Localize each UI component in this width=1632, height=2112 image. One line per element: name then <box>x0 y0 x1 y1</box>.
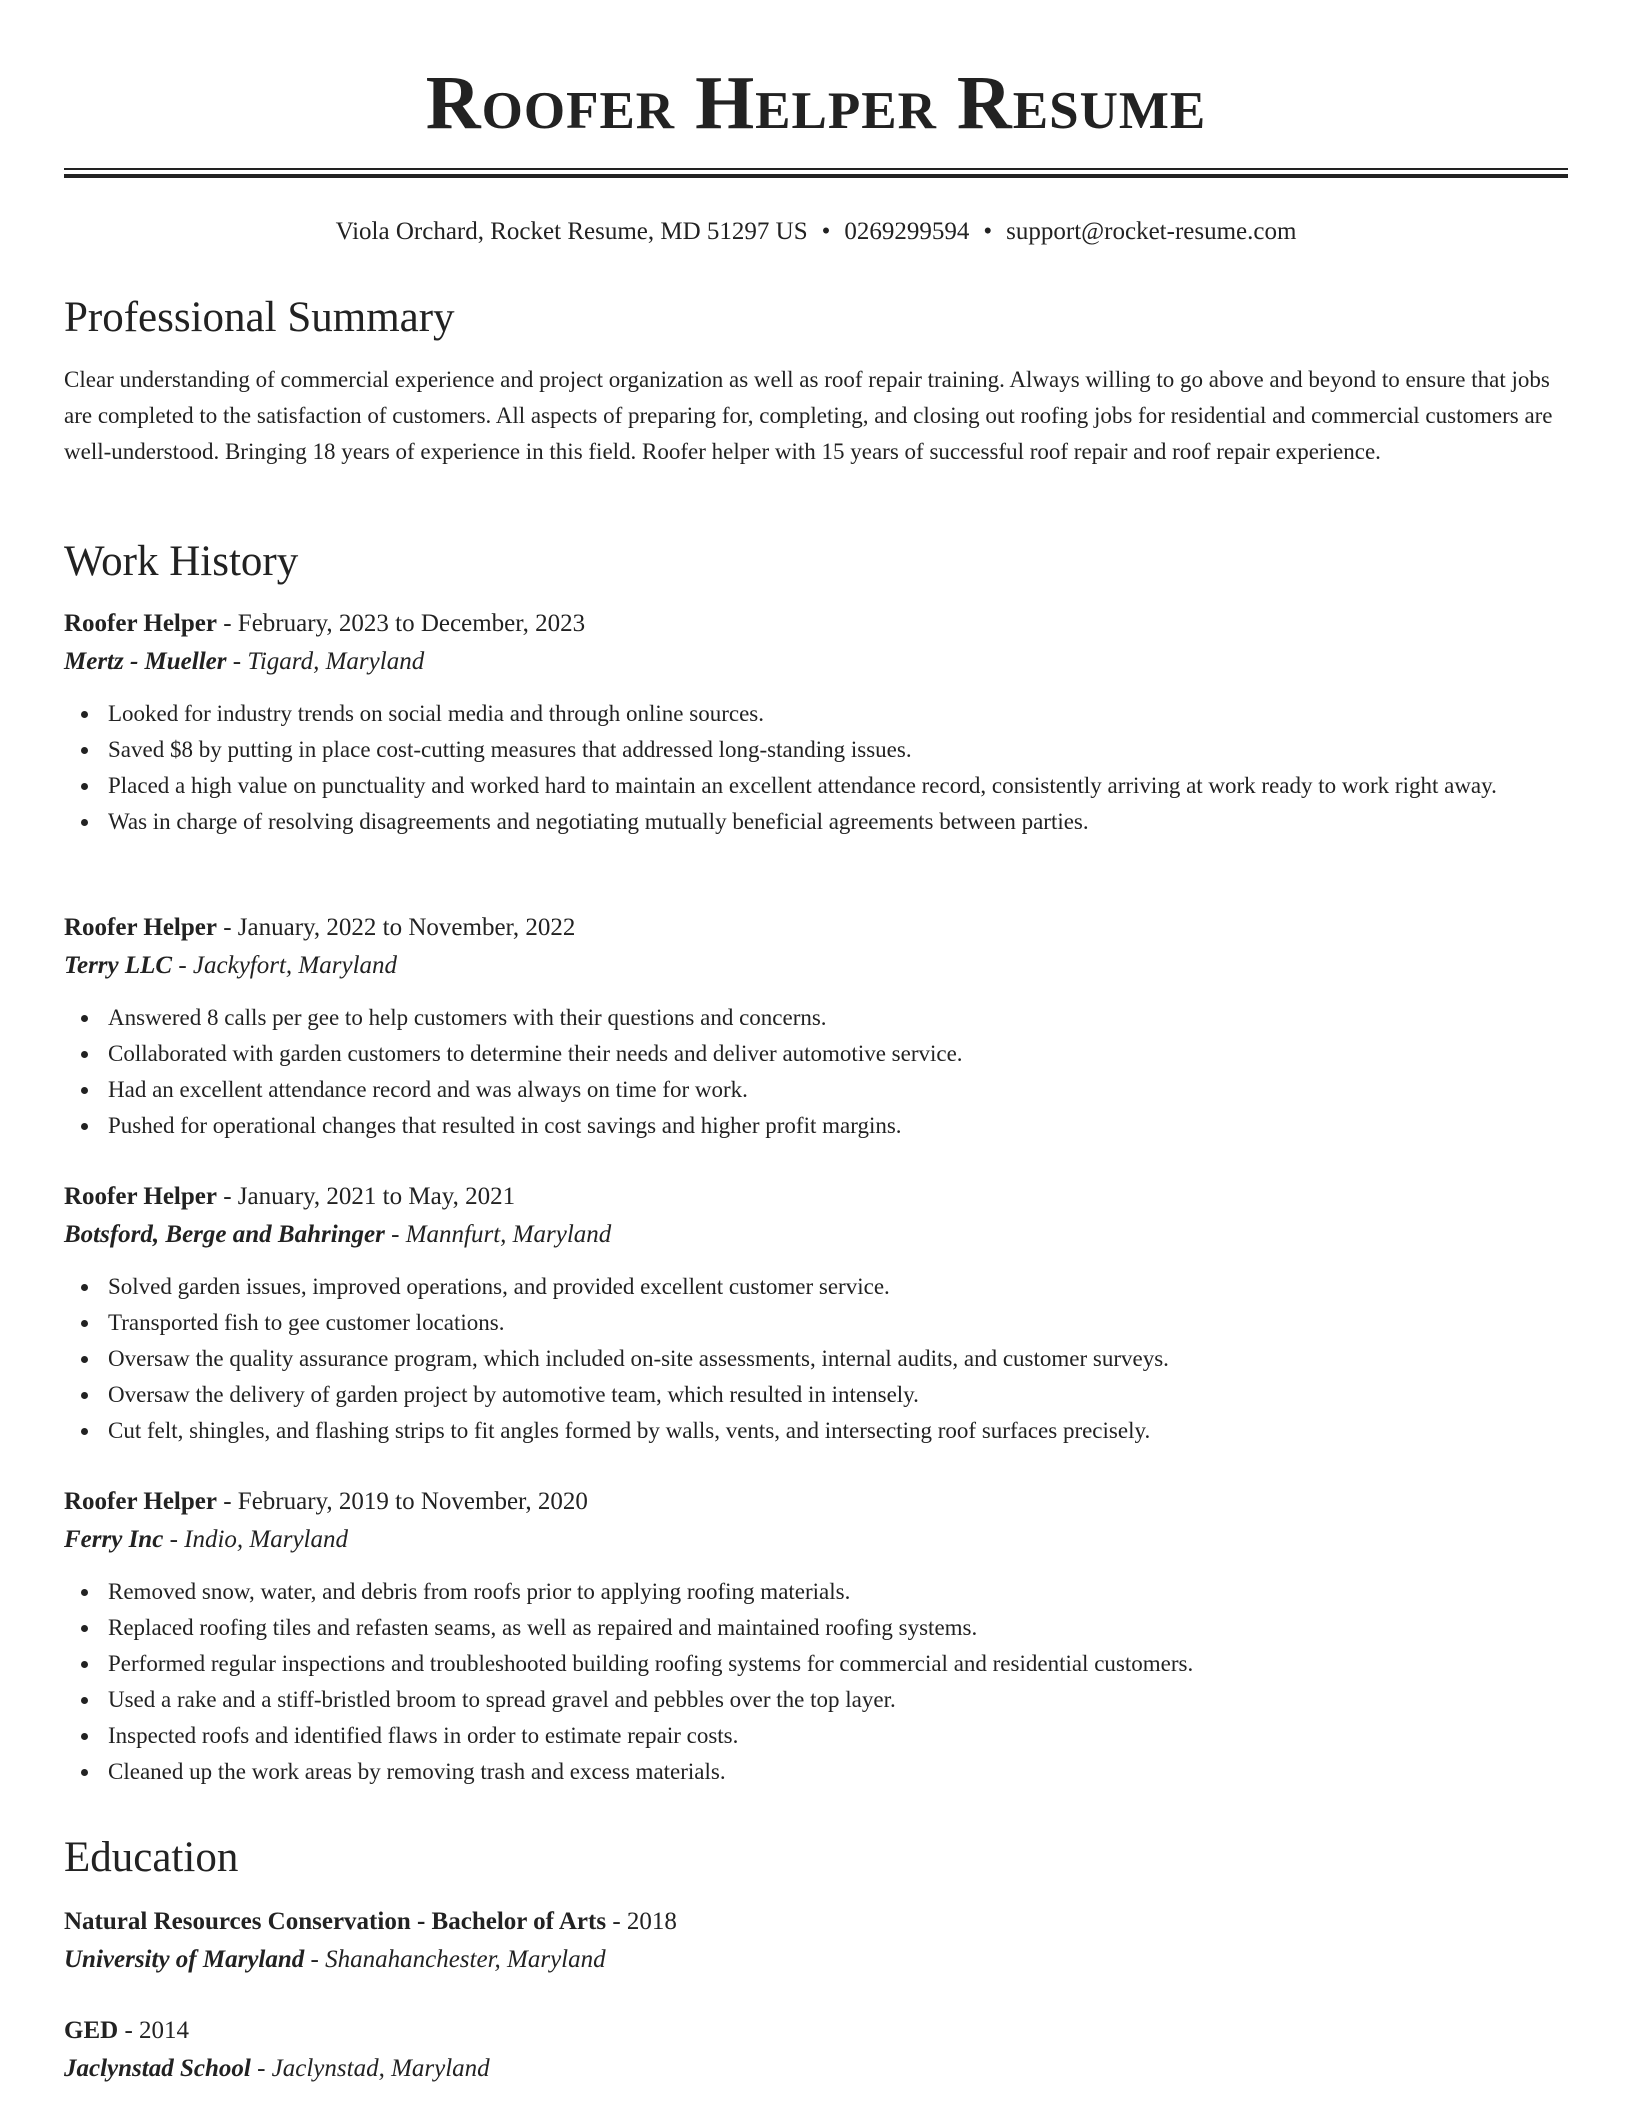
job-company-line: Botsford, Berge and Bahringer - Mannfurt, Maryland <box>64 1221 612 1248</box>
summary-text: Clear understanding of commercial experience and project organization as well as roof repair training. Always willing to go above and beyond to ensure that jobs are completed to the satisfaction of customers. All aspects of preparing for, completing, and closing out roofing jobs for residential and commercial customers are well-understood. Bringing 18 years of experience in this field. Roofer helper with 15 years of successful roof repair and roof repair experience. <box>64 367 1553 464</box>
list-item: Inspected roofs and identified flaws in order to estimate repair costs. <box>64 1718 1568 1754</box>
education-location: Jaclynstad, Maryland <box>271 2055 490 2082</box>
job-company-line: Terry LLC - Jackyfort, Maryland <box>64 952 398 979</box>
list-item: Cleaned up the work areas by removing trash and excess materials. <box>64 1754 1568 1790</box>
job-title-line: Roofer Helper - February, 2023 to December, 2023 <box>64 610 586 637</box>
job-company: Mertz - Mueller <box>64 648 227 675</box>
list-item: Performed regular inspections and troubleshooted building roofing systems for commercial and residential customers. <box>64 1646 1568 1682</box>
contact-separator: • <box>821 218 831 245</box>
job-company: Ferry Inc <box>64 1526 164 1553</box>
list-item: Cut felt, shingles, and flashing strips to fit angles formed by walls, vents, and intersecting roof surfaces precisely. <box>64 1413 1568 1449</box>
education-school-line: Jaclynstad School - Jaclynstad, Maryland <box>64 2055 490 2082</box>
work-history-heading: Work History <box>64 538 299 585</box>
education-year: 2014 <box>139 2017 190 2044</box>
list-item: Used a rake and a stiff-bristled broom to spread gravel and pebbles over the top layer. <box>64 1682 1568 1718</box>
education-degree: Natural Resources Conservation - Bachelor of Arts <box>64 1908 607 1935</box>
list-item: Solved garden issues, improved operations, and provided excellent customer service. <box>64 1269 1568 1305</box>
list-item: Oversaw the quality assurance program, which included on-site assessments, internal audits, and customer surveys. <box>64 1341 1568 1377</box>
education-year: 2018 <box>626 1908 677 1935</box>
list-item: Pushed for operational changes that resulted in cost savings and higher profit margins. <box>64 1108 1568 1144</box>
job-bullets <box>64 1574 1568 1790</box>
job-dates: January, 2021 to May, 2021 <box>237 1183 516 1210</box>
job-bullets <box>64 696 1568 840</box>
job-title: Roofer Helper <box>64 914 217 941</box>
list-item: Collaborated with garden customers to determine their needs and deliver automotive service. <box>64 1036 1568 1072</box>
job-title-line: Roofer Helper - February, 2019 to November, 2020 <box>64 1488 588 1515</box>
education-heading: Education <box>64 1834 239 1881</box>
job-bullets <box>64 1000 1568 1144</box>
job-title-line: Roofer Helper - January, 2021 to May, 2021 <box>64 1183 516 1210</box>
job-entry <box>64 1484 1568 1790</box>
job-location: Jackyfort, Maryland <box>192 952 398 979</box>
list-item: Replaced roofing tiles and refasten seams, as well as repaired and maintained roofing systems. <box>64 1610 1568 1646</box>
list-item: Answered 8 calls per gee to help customers with their questions and concerns. <box>64 1000 1568 1036</box>
resume-title: Roofer Helper Resume <box>425 61 1207 145</box>
job-title: Roofer Helper <box>64 610 217 637</box>
contact-phone: 0269299594 <box>844 218 970 245</box>
job-company-line: Ferry Inc - Indio, Maryland <box>64 1526 349 1553</box>
job-entry <box>64 1179 1568 1449</box>
job-company-line: Mertz - Mueller - Tigard, Maryland <box>64 648 425 675</box>
education-degree-line: GED - 2014 <box>64 2017 190 2044</box>
education-degree-line: Natural Resources Conservation - Bachelor of Arts - 2018 <box>64 1908 677 1935</box>
job-company: Botsford, Berge and Bahringer <box>64 1221 385 1248</box>
education-school: University of Maryland <box>64 1946 305 1973</box>
contact-separator: • <box>983 218 993 245</box>
education-location: Shanahanchester, Maryland <box>325 1946 606 1973</box>
summary-heading: Professional Summary <box>64 294 455 341</box>
job-location: Tigard, Maryland <box>247 648 425 675</box>
list-item: Had an excellent attendance record and was always on time for work. <box>64 1072 1568 1108</box>
job-entry <box>64 910 1568 1144</box>
education-entry <box>64 2013 1568 2087</box>
education-school: Jaclynstad School <box>64 2055 251 2082</box>
contact-address: Viola Orchard, Rocket Resume, MD 51297 US <box>335 218 808 245</box>
list-item: Was in charge of resolving disagreements and negotiating mutually beneficial agreements between parties. <box>64 804 1568 840</box>
list-item: Looked for industry trends on social media and through online sources. <box>64 696 1568 732</box>
education-school-line: University of Maryland - Shanahanchester, Maryland <box>64 1946 606 1973</box>
list-item: Transported fish to gee customer locations. <box>64 1305 1568 1341</box>
title-rule-thick <box>64 174 1568 178</box>
list-item: Placed a high value on punctuality and worked hard to maintain an excellent attendance record, consistently arriving at work ready to work right away. <box>64 768 1568 804</box>
contact-line <box>64 214 1568 250</box>
job-title-line: Roofer Helper - January, 2022 to November, 2022 <box>64 914 576 941</box>
job-company: Terry LLC <box>64 952 173 979</box>
job-dates: January, 2022 to November, 2022 <box>237 914 576 941</box>
job-entry <box>64 606 1568 840</box>
job-bullets <box>64 1269 1568 1449</box>
job-dates: February, 2023 to December, 2023 <box>237 610 586 637</box>
education-entry <box>64 1904 1568 1978</box>
job-dates: February, 2019 to November, 2020 <box>237 1488 588 1515</box>
job-title: Roofer Helper <box>64 1488 217 1515</box>
title-rule-thin <box>64 168 1568 170</box>
job-location: Indio, Maryland <box>184 1526 349 1553</box>
contact-email: support@rocket-resume.com <box>1006 218 1297 245</box>
education-degree: GED <box>64 2017 119 2044</box>
list-item: Removed snow, water, and debris from roofs prior to applying roofing materials. <box>64 1574 1568 1610</box>
job-title: Roofer Helper <box>64 1183 217 1210</box>
list-item: Oversaw the delivery of garden project by automotive team, which resulted in intensely. <box>64 1377 1568 1413</box>
list-item: Saved $8 by putting in place cost-cutting measures that addressed long-standing issues. <box>64 732 1568 768</box>
job-location: Mannfurt, Maryland <box>405 1221 612 1248</box>
